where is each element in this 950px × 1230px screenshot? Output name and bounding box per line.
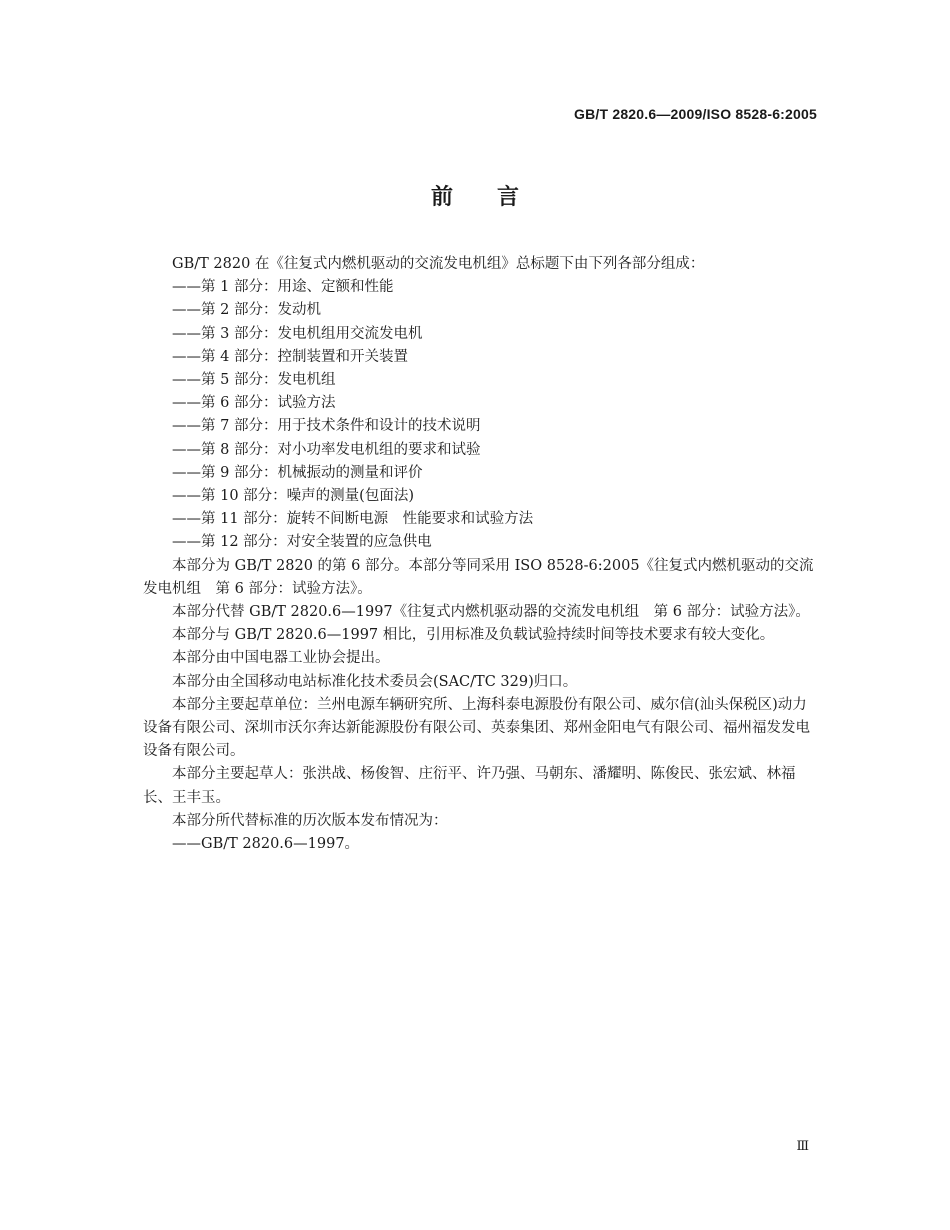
paragraph-proposed-by: 本部分由中国电器工业协会提出。 <box>172 650 390 667</box>
part-list-item-9: ——第 9 部分：机械振动的测量和评价 <box>172 464 423 481</box>
part-list-item-1: ——第 1 部分：用途、定额和性能 <box>172 279 394 296</box>
part-list-item-3: ——第 3 部分：发电机组用交流发电机 <box>172 325 423 342</box>
paragraph-changes: 本部分与 GB/T 2820.6—1997 相比，引用标准及负载试验持续时间等技术要求有较大变化。 <box>172 627 775 644</box>
part-list-item-4: ——第 4 部分：控制装置和开关装置 <box>172 348 408 365</box>
paragraph-drafting-units: 本部分主要起草单位：兰州电源车辆研究所、上海科泰电源股份有限公司、威尔信(汕头保税区)动力设备有限公司、深圳市沃尔奔达新能源股份有限公司、英泰集团、郑州金阳电气有限公司、福州福发发电设备有限公司。 <box>143 696 810 760</box>
page-number: Ⅲ <box>796 1138 809 1153</box>
page-title: 前言 <box>430 184 563 210</box>
paragraph-adoption: 本部分为 GB/T 2820 的第 6 部分。本部分等同采用 ISO 8528-6:2005《往复式内燃机驱动的交流发电机组 第 6 部分：试验方法》。 <box>143 557 814 597</box>
part-list-item-5: ——第 5 部分：发电机组 <box>172 372 336 389</box>
part-list-item-8: ——第 8 部分：对小功率发电机组的要求和试验 <box>172 441 481 458</box>
part-list-item-2: ——第 2 部分：发动机 <box>172 302 321 319</box>
part-list-item-11: ——第 11 部分：旋转不间断电源 性能要求和试验方法 <box>172 511 534 528</box>
paragraph-administered-by: 本部分由全国移动电站标准化技术委员会(SAC/TC 329)归口。 <box>172 673 578 690</box>
paragraph-drafters: 本部分主要起草人：张洪战、杨俊智、庄衍平、许乃强、马朝东、潘耀明、陈俊民、张宏斌、林福长、王丰玉。 <box>143 766 796 806</box>
history-list-item-1: ——GB/T 2820.6—1997。 <box>172 836 360 853</box>
paragraph-history-intro: 本部分所代替标准的历次版本发布情况为： <box>172 812 448 829</box>
part-list-item-10: ——第 10 部分：噪声的测量(包面法) <box>172 488 414 505</box>
foreword-body <box>143 253 818 856</box>
paragraph-replaces: 本部分代替 GB/T 2820.6—1997《往复式内燃机驱动器的交流发电机组 第 6 部分：试验方法》。 <box>172 604 810 621</box>
part-list-item-12: ——第 12 部分：对安全装置的应急供电 <box>172 534 432 551</box>
part-list-item-7: ——第 7 部分：用于技术条件和设计的技术说明 <box>172 418 481 435</box>
part-list-item-6: ——第 6 部分：试验方法 <box>172 395 336 412</box>
standard-code-header: GB/T 2820.6—2009/ISO 8528-6:2005 <box>574 106 817 122</box>
intro-paragraph: GB/T 2820 在《往复式内燃机驱动的交流发电机组》总标题下由下列各部分组成： <box>172 256 705 272</box>
